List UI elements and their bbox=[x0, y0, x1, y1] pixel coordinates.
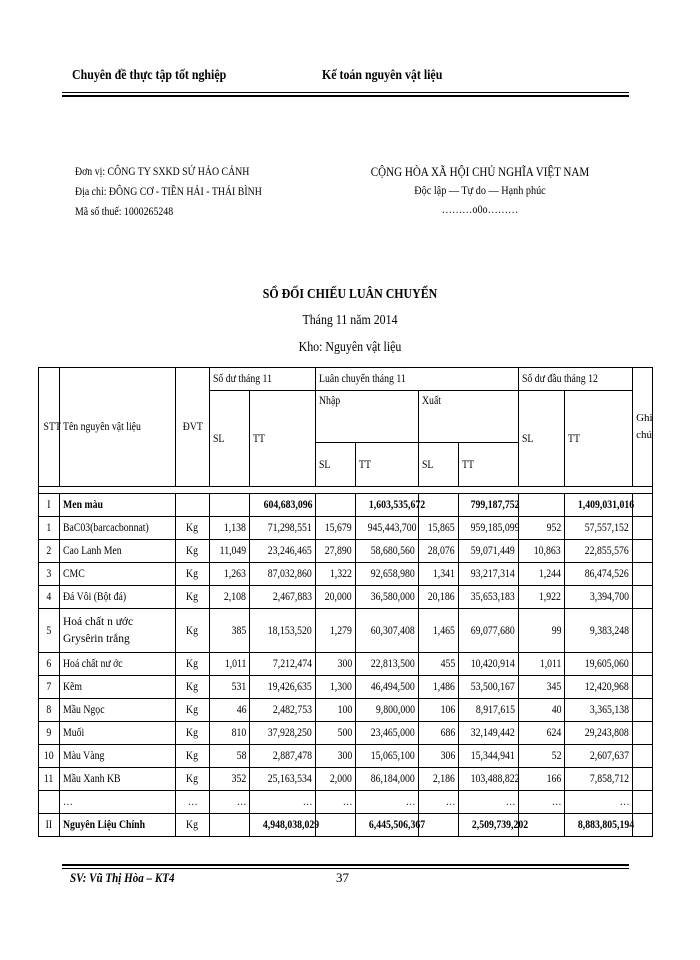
cell-open-sl bbox=[210, 494, 250, 517]
cell-open-tt: 71,298,551 bbox=[250, 517, 316, 540]
cell-open-tt: 25,163,534 bbox=[250, 768, 316, 791]
cell-close-tt: 7,858,712 bbox=[565, 768, 633, 791]
company-tax-code: Mã số thuế: 1000265248 bbox=[75, 204, 174, 218]
cell-unit: Kg bbox=[176, 609, 210, 653]
cell-unit: Kg bbox=[176, 676, 210, 699]
cell-in-sl bbox=[316, 494, 356, 517]
cell-in-tt: 46,494,500 bbox=[356, 676, 419, 699]
group1-body bbox=[39, 494, 653, 517]
cell-open-tt: … bbox=[250, 791, 316, 814]
cell-in-sl: 100 bbox=[316, 699, 356, 722]
cell-stt: 6 bbox=[39, 653, 60, 676]
cell-name: Kẽm bbox=[60, 676, 176, 699]
cell-open-sl: 1,138 bbox=[210, 517, 250, 540]
cell-close-sl bbox=[519, 494, 565, 517]
group2-body bbox=[39, 814, 653, 837]
table-row bbox=[39, 563, 653, 586]
header-stt: STT bbox=[39, 368, 60, 487]
cell-note bbox=[633, 791, 653, 814]
cell-out-sl: 28,076 bbox=[419, 540, 459, 563]
cell-close-tt: 9,383,248 bbox=[565, 609, 633, 653]
cell-in-sl: 27,890 bbox=[316, 540, 356, 563]
footer-author: SV: Vũ Thị Hòa – KT4 bbox=[70, 870, 175, 885]
cell-in-tt: 60,307,408 bbox=[356, 609, 419, 653]
cell-in-sl: 500 bbox=[316, 722, 356, 745]
cell-name: Men màu bbox=[60, 494, 176, 517]
page-number: 37 bbox=[336, 870, 349, 885]
cell-close-sl: 52 bbox=[519, 745, 565, 768]
cell-out-sl: 686 bbox=[419, 722, 459, 745]
cell-name: CMC bbox=[60, 563, 176, 586]
cell-open-sl: … bbox=[210, 791, 250, 814]
cell-close-tt: 2,607,637 bbox=[565, 745, 633, 768]
cell-name: Muối bbox=[60, 722, 176, 745]
cell-open-tt: 7,212,474 bbox=[250, 653, 316, 676]
company-address: Địa chỉ: ĐÔNG CƠ - TIỀN HẢI - THÁI BÌNH bbox=[75, 184, 262, 198]
document-month: Tháng 11 năm 2014 bbox=[302, 313, 398, 328]
cell-open-tt: 2,887,478 bbox=[250, 745, 316, 768]
cell-in-tt: 92,658,980 bbox=[356, 563, 419, 586]
cell-close-tt: 57,557,152 bbox=[565, 517, 633, 540]
document-title: SỔ ĐỐI CHIẾU LUÂN CHUYỂN bbox=[262, 287, 438, 302]
header-in-sl: SL bbox=[316, 443, 356, 487]
cell-open-tt: 2,467,883 bbox=[250, 586, 316, 609]
spacer-row bbox=[39, 487, 653, 494]
cell-open-tt: 19,426,635 bbox=[250, 676, 316, 699]
table-row bbox=[39, 791, 653, 814]
cell-out-sl: 106 bbox=[419, 699, 459, 722]
company-unit: Đơn vị: CÔNG TY SXKD SỨ HẢO CẢNH bbox=[75, 164, 250, 178]
cell-close-sl: 1,922 bbox=[519, 586, 565, 609]
cell-name: Cao Lanh Men bbox=[60, 540, 176, 563]
cell-in-sl: … bbox=[316, 791, 356, 814]
ledger-table bbox=[38, 367, 653, 837]
cell-close-tt: 22,855,576 bbox=[565, 540, 633, 563]
cell-unit: Kg bbox=[176, 540, 210, 563]
cell-open-tt: 37,928,250 bbox=[250, 722, 316, 745]
cell-out-sl: 15,865 bbox=[419, 517, 459, 540]
cell-stt: 5 bbox=[39, 609, 60, 653]
cell-out-tt: 32,149,442 bbox=[459, 722, 519, 745]
table-row bbox=[39, 699, 653, 722]
document-warehouse: Kho: Nguyên vật liệu bbox=[298, 340, 402, 355]
cell-out-tt: 2,509,739,202 bbox=[459, 814, 519, 837]
table-row bbox=[39, 540, 653, 563]
header-name: Tên nguyên vật liệu bbox=[60, 368, 176, 487]
cell-unit: Kg bbox=[176, 768, 210, 791]
cell-stt: II bbox=[39, 814, 60, 837]
cell-close-tt: 12,420,968 bbox=[565, 676, 633, 699]
cell-stt: 11 bbox=[39, 768, 60, 791]
cell-unit: Kg bbox=[176, 722, 210, 745]
cell-unit: Kg bbox=[176, 586, 210, 609]
cell-stt: 7 bbox=[39, 676, 60, 699]
cell-note bbox=[633, 722, 653, 745]
cell-in-sl bbox=[316, 814, 356, 837]
header-divider bbox=[62, 92, 629, 97]
cell-open-sl: 11,049 bbox=[210, 540, 250, 563]
cell-name: Nguyên Liệu Chính bbox=[60, 814, 176, 837]
group-row bbox=[39, 494, 653, 517]
table-row bbox=[39, 676, 653, 699]
cell-unit: Kg bbox=[176, 517, 210, 540]
cell-in-tt: 58,680,560 bbox=[356, 540, 419, 563]
cell-close-tt: … bbox=[565, 791, 633, 814]
cell-open-sl: 46 bbox=[210, 699, 250, 722]
cell-in-tt: 9,800,000 bbox=[356, 699, 419, 722]
cell-open-sl: 1,263 bbox=[210, 563, 250, 586]
header-close-sl: SL bbox=[519, 391, 565, 487]
cell-in-tt: 23,465,000 bbox=[356, 722, 419, 745]
cell-unit: Kg bbox=[176, 814, 210, 837]
cell-in-sl: 15,679 bbox=[316, 517, 356, 540]
cell-note bbox=[633, 699, 653, 722]
cell-name: Mầu Xanh KB bbox=[60, 768, 176, 791]
cell-in-sl: 1,322 bbox=[316, 563, 356, 586]
cell-close-sl: 624 bbox=[519, 722, 565, 745]
cell-open-sl: 58 bbox=[210, 745, 250, 768]
cell-unit: Kg bbox=[176, 745, 210, 768]
cell-open-sl: 810 bbox=[210, 722, 250, 745]
cell-out-tt: 8,917,615 bbox=[459, 699, 519, 722]
cell-note bbox=[633, 814, 653, 837]
cell-out-sl: 306 bbox=[419, 745, 459, 768]
cell-open-tt: 18,153,520 bbox=[250, 609, 316, 653]
cell-open-tt: 4,948,038,029 bbox=[250, 814, 316, 837]
rows-body bbox=[39, 517, 653, 814]
cell-unit: … bbox=[176, 791, 210, 814]
cell-stt: 3 bbox=[39, 563, 60, 586]
cell-in-tt: 945,443,700 bbox=[356, 517, 419, 540]
cell-close-sl: 345 bbox=[519, 676, 565, 699]
cell-stt: 4 bbox=[39, 586, 60, 609]
national-block bbox=[353, 162, 608, 219]
header-opening: Số dư tháng 11 bbox=[210, 368, 316, 391]
cell-name: Mầu Ngọc bbox=[60, 699, 176, 722]
cell-name: … bbox=[60, 791, 176, 814]
cell-out-sl: 1,465 bbox=[419, 609, 459, 653]
cell-open-sl: 385 bbox=[210, 609, 250, 653]
cell-stt: 9 bbox=[39, 722, 60, 745]
national-title: CỘNG HÒA XÃ HỘI CHỦ NGHĨA VIỆT NAM bbox=[370, 164, 590, 179]
cell-open-tt: 2,482,753 bbox=[250, 699, 316, 722]
cell-note bbox=[633, 745, 653, 768]
header-close-tt: TT bbox=[565, 391, 633, 487]
table-row bbox=[39, 722, 653, 745]
cell-out-sl: … bbox=[419, 791, 459, 814]
cell-in-sl: 300 bbox=[316, 745, 356, 768]
cell-close-tt: 1,409,031,016 bbox=[565, 494, 633, 517]
cell-out-sl: 20,186 bbox=[419, 586, 459, 609]
cell-out-tt: … bbox=[459, 791, 519, 814]
cell-open-sl bbox=[210, 814, 250, 837]
cell-note bbox=[633, 563, 653, 586]
cell-in-tt: … bbox=[356, 791, 419, 814]
cell-out-tt: 799,187,752 bbox=[459, 494, 519, 517]
header-in-tt: TT bbox=[356, 443, 419, 487]
national-divider: ………o0o……… bbox=[441, 202, 519, 216]
header-open-sl: SL bbox=[210, 391, 250, 487]
group-row bbox=[39, 814, 653, 837]
table-row bbox=[39, 586, 653, 609]
cell-stt: I bbox=[39, 494, 60, 517]
cell-out-sl: 2,186 bbox=[419, 768, 459, 791]
cell-close-sl: 166 bbox=[519, 768, 565, 791]
cell-out-tt: 959,185,099 bbox=[459, 517, 519, 540]
cell-stt: 8 bbox=[39, 699, 60, 722]
header-closing: Số dư đầu tháng 12 bbox=[519, 368, 633, 391]
header-out-sl: SL bbox=[419, 443, 459, 487]
cell-out-tt: 10,420,914 bbox=[459, 653, 519, 676]
cell-out-sl: 1,486 bbox=[419, 676, 459, 699]
cell-close-sl: 10,863 bbox=[519, 540, 565, 563]
cell-stt: 2 bbox=[39, 540, 60, 563]
cell-note bbox=[633, 653, 653, 676]
cell-note bbox=[633, 609, 653, 653]
cell-note bbox=[633, 494, 653, 517]
cell-in-tt: 36,580,000 bbox=[356, 586, 419, 609]
cell-out-tt: 69,077,680 bbox=[459, 609, 519, 653]
cell-open-sl: 531 bbox=[210, 676, 250, 699]
cell-name: Đá Vôi (Bột đá) bbox=[60, 586, 176, 609]
cell-close-sl: … bbox=[519, 791, 565, 814]
cell-close-sl: 40 bbox=[519, 699, 565, 722]
cell-in-sl: 1,300 bbox=[316, 676, 356, 699]
header-left: Chuyên đề thực tập tốt nghiệp bbox=[72, 68, 227, 83]
table-row bbox=[39, 517, 653, 540]
cell-note bbox=[633, 517, 653, 540]
header-open-tt: TT bbox=[250, 391, 316, 487]
cell-name: Hoá chất n ước Grysêrin trắng bbox=[60, 609, 176, 653]
cell-out-tt: 53,500,167 bbox=[459, 676, 519, 699]
cell-note bbox=[633, 540, 653, 563]
cell-open-sl: 2,108 bbox=[210, 586, 250, 609]
cell-out-tt: 15,344,941 bbox=[459, 745, 519, 768]
header-import: Nhập bbox=[316, 391, 419, 443]
cell-stt bbox=[39, 791, 60, 814]
cell-close-sl: 952 bbox=[519, 517, 565, 540]
cell-unit: Kg bbox=[176, 563, 210, 586]
cell-close-tt: 3,394,700 bbox=[565, 586, 633, 609]
cell-in-sl: 1,279 bbox=[316, 609, 356, 653]
table-row bbox=[39, 768, 653, 791]
cell-in-tt: 15,065,100 bbox=[356, 745, 419, 768]
table-row bbox=[39, 745, 653, 768]
cell-close-tt: 86,474,526 bbox=[565, 563, 633, 586]
cell-open-sl: 1,011 bbox=[210, 653, 250, 676]
company-block bbox=[75, 161, 262, 221]
header-export: Xuất bbox=[419, 391, 519, 443]
table-row bbox=[39, 609, 653, 653]
cell-in-sl: 300 bbox=[316, 653, 356, 676]
cell-note bbox=[633, 676, 653, 699]
cell-out-tt: 103,488,822 bbox=[459, 768, 519, 791]
cell-note bbox=[633, 586, 653, 609]
header-note: Ghi chú bbox=[633, 368, 653, 487]
cell-out-tt: 93,217,314 bbox=[459, 563, 519, 586]
cell-stt: 1 bbox=[39, 517, 60, 540]
cell-unit: Kg bbox=[176, 699, 210, 722]
cell-close-tt: 29,243,808 bbox=[565, 722, 633, 745]
cell-in-tt: 1,603,535,672 bbox=[356, 494, 419, 517]
cell-in-sl: 20,000 bbox=[316, 586, 356, 609]
cell-close-tt: 19,605,060 bbox=[565, 653, 633, 676]
header-unit: ĐVT bbox=[176, 368, 210, 487]
cell-unit: Kg bbox=[176, 653, 210, 676]
cell-open-tt: 23,246,465 bbox=[250, 540, 316, 563]
header-movement: Luân chuyển tháng 11 bbox=[316, 368, 519, 391]
cell-out-tt: 35,653,183 bbox=[459, 586, 519, 609]
cell-out-tt: 59,071,449 bbox=[459, 540, 519, 563]
cell-open-sl: 352 bbox=[210, 768, 250, 791]
cell-open-tt: 87,032,860 bbox=[250, 563, 316, 586]
cell-close-tt: 8,883,805,194 bbox=[565, 814, 633, 837]
cell-unit bbox=[176, 494, 210, 517]
cell-in-tt: 86,184,000 bbox=[356, 768, 419, 791]
cell-in-tt: 22,813,500 bbox=[356, 653, 419, 676]
footer-divider bbox=[62, 864, 629, 869]
table-row bbox=[39, 653, 653, 676]
cell-close-sl: 1,244 bbox=[519, 563, 565, 586]
cell-close-tt: 3,365,138 bbox=[565, 699, 633, 722]
cell-name: Màu Vàng bbox=[60, 745, 176, 768]
cell-open-tt: 604,683,096 bbox=[250, 494, 316, 517]
header-out-tt: TT bbox=[459, 443, 519, 487]
cell-close-sl: 1,011 bbox=[519, 653, 565, 676]
cell-close-sl: 99 bbox=[519, 609, 565, 653]
cell-note bbox=[633, 768, 653, 791]
header-right: Kế toán nguyên vật liệu bbox=[322, 68, 443, 83]
cell-in-tt: 6,445,506,367 bbox=[356, 814, 419, 837]
cell-name: BaC03(barcacbonnat) bbox=[60, 517, 176, 540]
cell-in-sl: 2,000 bbox=[316, 768, 356, 791]
cell-out-sl: 455 bbox=[419, 653, 459, 676]
cell-stt: 10 bbox=[39, 745, 60, 768]
national-motto: Độc lập — Tự do — Hạnh phúc bbox=[414, 183, 546, 197]
cell-out-sl: 1,341 bbox=[419, 563, 459, 586]
cell-name: Hoá chất nư ớc bbox=[60, 653, 176, 676]
